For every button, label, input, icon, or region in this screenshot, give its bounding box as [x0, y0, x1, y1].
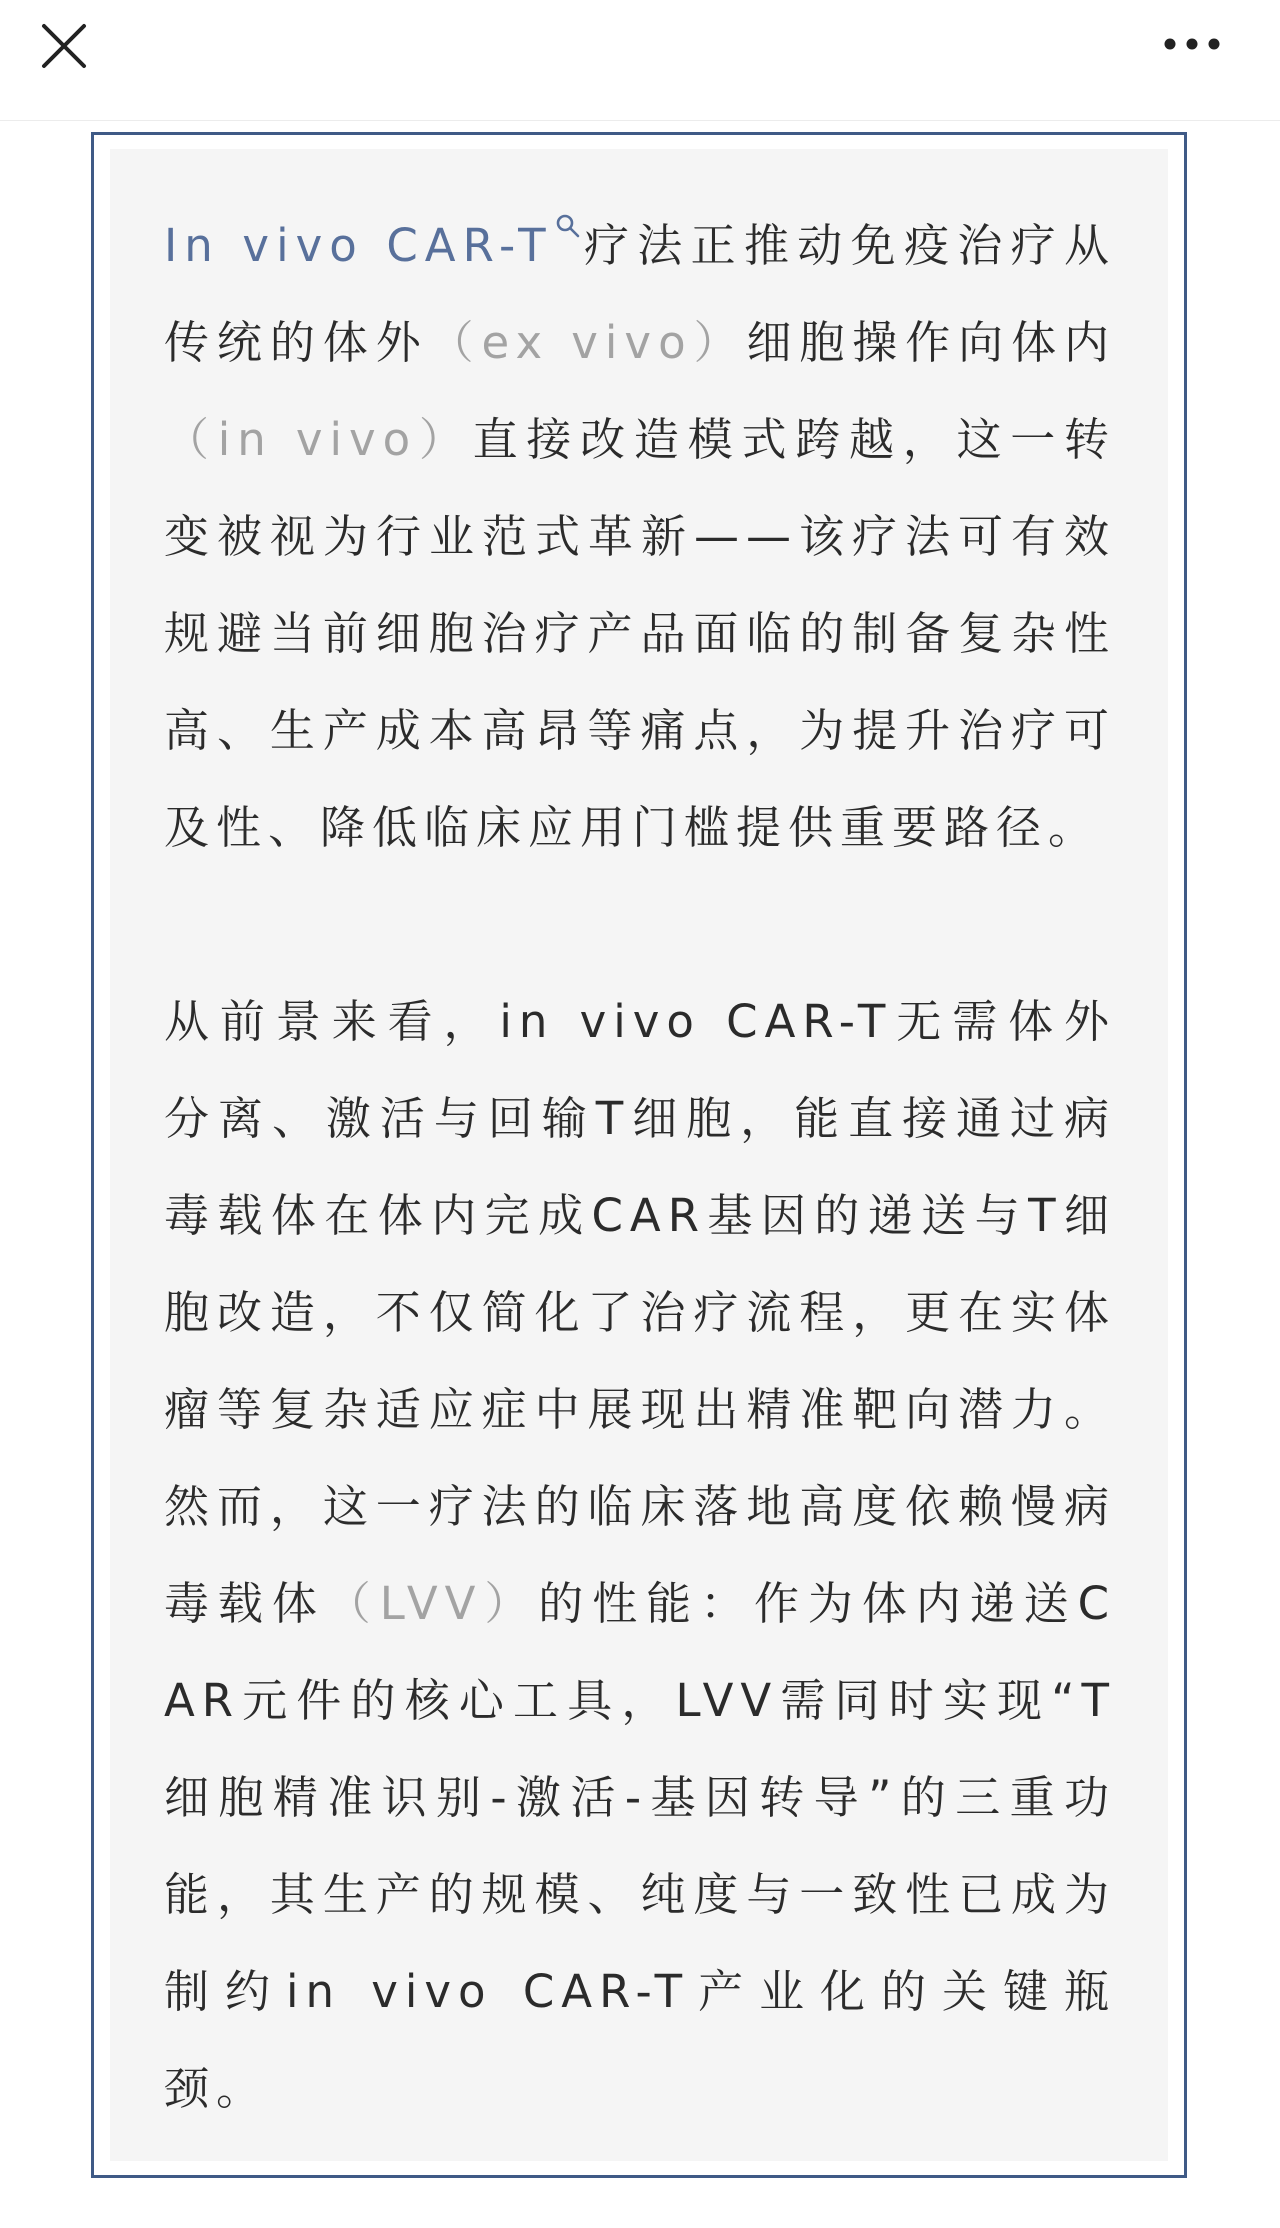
paragraph-2-text-a: 从前景来看，in vivo CAR-T无需体外分离、激活与回输T细胞，能直接通过病毒载体在体内完成CAR基因的递送与T细胞改造，不仅简化了治疗流程，更在实体瘤等复杂适应症中展现出精准靶向潜力。然而，这一疗法的临床落地高度依赖慢病毒载体	[164, 995, 1116, 1630]
article-card	[110, 149, 1168, 2161]
search-icon[interactable]	[555, 213, 581, 239]
more-icon	[1156, 22, 1228, 66]
close-button[interactable]	[36, 18, 92, 74]
paragraph-1-muted-b: （in vivo）	[164, 413, 473, 466]
paragraph-2	[164, 973, 1116, 2137]
paragraph-1-text-c: 直接改造模式跨越，这一转变被视为行业范式革新——该疗法可有效规避当前细胞治疗产品面临的制备复杂性高、生产成本高昂等痛点，为提升治疗可及性、降低临床应用门槛提供重要路径。	[164, 413, 1116, 854]
paragraph-1	[164, 197, 1116, 876]
paragraph-1-muted-a: （ex vivo）	[428, 316, 747, 369]
close-icon	[36, 18, 92, 74]
keyword-link[interactable]: In vivo CAR-T	[164, 219, 553, 272]
paragraph-1-text-b: 细胞操作向体内	[746, 316, 1116, 369]
more-button[interactable]	[1156, 22, 1228, 66]
top-bar	[0, 0, 1280, 121]
paragraph-2-muted-a: （LVV）	[325, 1577, 539, 1630]
paragraph-2-text-b: 的性能：作为体内递送CAR元件的核心工具，LVV需同时实现“T细胞精准识别-激活-基因转导”的三重功能，其生产的规模、纯度与一致性已成为制约in vivo CAR-T产业化的关键瓶颈。	[164, 1577, 1116, 2115]
paragraph-1-text-a: 疗法正推动免疫治疗从传统的体外	[164, 219, 1116, 369]
article-frame	[91, 132, 1187, 2178]
